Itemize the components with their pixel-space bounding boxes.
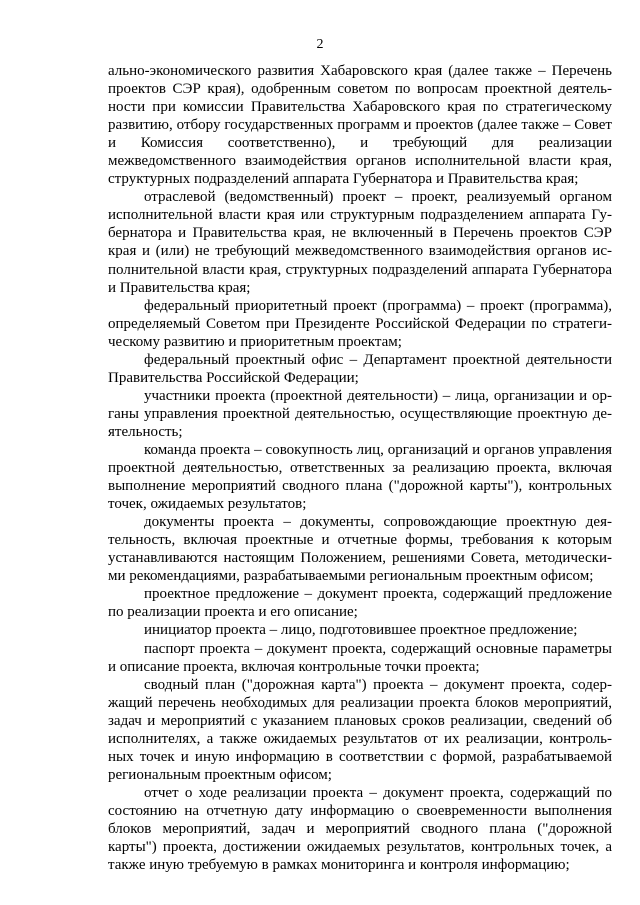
paragraph-federal-priority-project: федеральный приоритетный проект (программа) – проект (программа), определяемый Советом при Президенте Российской Федерации по стратегическому развитию и приоритетным проектам; <box>108 297 612 350</box>
paragraph-project-participants: участники проекта (проектной деятельности) – лица, организации и органы управления проектной деятельностью, осуществляющие проектную деятельность; <box>108 387 612 440</box>
paragraph-project-passport: паспорт проекта – документ проекта, содержащий основные параметры и описание проекта, включая контрольные точки проекта; <box>108 640 612 675</box>
paragraph-roadmap: сводный план ("дорожная карта") проекта – документ проекта, содержащий перечень необходимых для реализации проекта блоков мероприятий, задач и мероприятий с указанием плановых сроков реализации, сведений об исполнителях, а также ожидаемых результатов от их реализации, контрольных точек и иную информацию в соответствии с формой, разрабатываемой региональным проектным офисом; <box>108 676 612 783</box>
paragraph-progress-report: отчет о ходе реализации проекта – документ проекта, содержащий по состоянию на отчетную дату информацию о своевременности выполнения блоков мероприятий, задач и мероприятий сводного плана ("дорожной карты") проекта, достижении ожидаемых результатов, контрольных точек, а также иную требуемую в рамках мониторинга и контроля информацию; <box>108 784 612 874</box>
paragraph-project-team: команда проекта – совокупность лиц, организаций и органов управления проектной деятельностью, ответственных за реализацию проекта, включая выполнение мероприятий сводного плана ("дорожной карты"), контрольных точек, ожидаемых результатов; <box>108 441 612 513</box>
paragraph-project-initiator: инициатор проекта – лицо, подготовившее проектное предложение; <box>144 622 578 639</box>
paragraph-federal-project-office: федеральный проектный офис – Департамент проектной деятельности Правительства Российской Федерации; <box>108 351 612 386</box>
paragraph-project-proposal: проектное предложение – документ проекта, содержащий предложение по реализации проекта и его описание; <box>108 586 612 621</box>
paragraph-sectoral-project: отраслевой (ведомственный) проект – проект, реализуемый органом исполнительной власти края или структурным подразделением аппарата Губернатора и Правительства края, не включенный в Перечень проектов СЭР края и (или) не требующий межведомственного взаимодействия органов исполнительной власти края, структурных подразделений аппарата Губернатора и Правительства края; <box>108 189 612 296</box>
page-number: 2 <box>316 37 324 52</box>
body-text <box>108 62 612 874</box>
paragraph-project-documents: документы проекта – документы, сопровождающие проектную деятельность, включая проектные и отчетные формы, требования к которым устанавливаются настоящим Положением, решениями Совета, методическими рекомендациями, разрабатываемыми региональным проектным офисом; <box>108 514 612 585</box>
paragraph-continuation: ально-экономического развития Хабаровского края (далее также – Перечень проектов СЭР края), одобренным советом по вопросам проектной деятельности при комиссии Правительства Хабаровского края по стратегическому развитию, отбору государственных программ и проектов (далее также – Совет и Комиссия соответственно), и требующий для реализации межведомственного взаимодействия органов исполнительной власти края, структурных подразделений аппарата Губернатора и Правительства края; <box>108 63 612 188</box>
